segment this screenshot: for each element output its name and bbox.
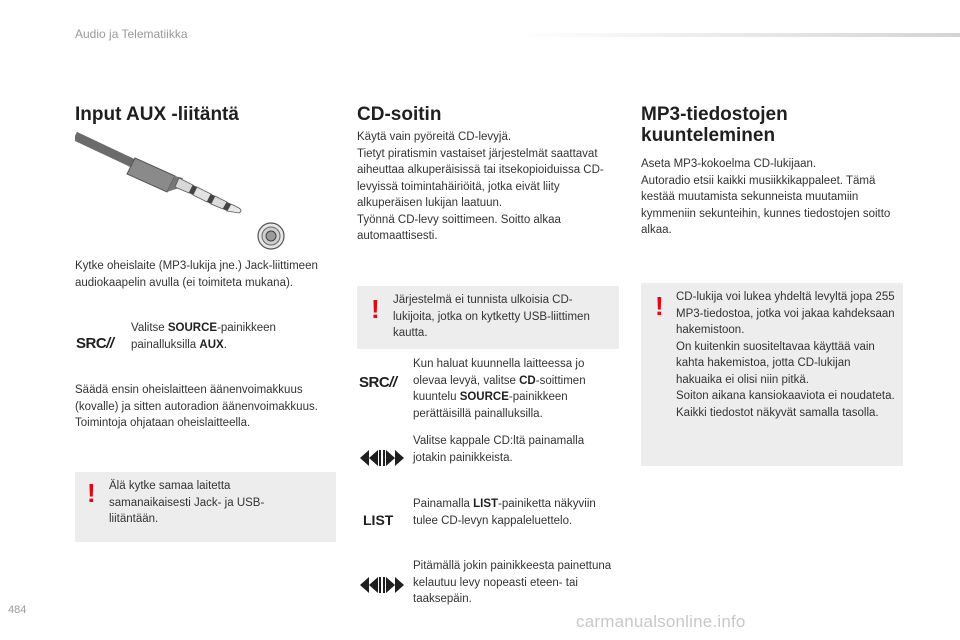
skip-track-icon [359, 449, 405, 467]
mp3-intro-text: Aseta MP3-kokoelma CD-lukijaan. Autoradio etsii kaikki musiikkikappaleet. Tämä kestää muutamista sekunneista muutamiin kymmeniin sekunteihin, kunnes tiedostojen soitto alkaa. [641, 158, 891, 236]
aux-warning-box [75, 472, 336, 542]
warning-icon: ! [655, 291, 664, 321]
cd-select-source-text: Kun haluat kuunnella laitteessa jo olevaa levyä, valitse CD-soittimen kuuntelu SOURCE-painikkeen perättäisillä painalluksilla. [413, 358, 586, 420]
cd-intro-text: Käytä vain pyöreitä CD-levyjä. Tietyt piratismin vastaiset järjestelmät saattavat aiheuttaa alkuperäisissä tai itsekopioiduissa CD-levyissä toimintahäiriöitä, jotka eivät liity alkuperäisen lukijan laatuun. Työnnä CD-levy soittimeen. Soitto alkaa automaattisesti. [357, 131, 604, 242]
header-title: Audio ja Telematiikka [75, 27, 188, 41]
aux-select-source-text: Valitse SOURCE-painikkeen painalluksilla AUX. [131, 322, 276, 351]
cd-seek-text: Pitämällä jokin painikkeesta painettuna kelautuu levy nopeasti eteen- tai taaksepäin. [413, 560, 612, 605]
fast-seek-icon [359, 576, 405, 594]
src-button-icon: SRC// [359, 374, 397, 391]
section-title-aux: Input AUX -liitäntä [75, 104, 239, 125]
aux-warning-text: Älä kytke samaa laitetta samanaikaisesti Jack- ja USB-liitäntään. [109, 480, 265, 525]
cd-list-text: Painamalla LIST-painiketta näkyviin tulee CD-levyn kappaleluettelo. [413, 498, 596, 527]
warning-icon: ! [371, 294, 380, 324]
mp3-warning-text: CD-lukija voi lukea yhdeltä levyltä jopa 255 MP3-tiedostoa, jotka voi jakaa kahdeksaan hakemistoon. On kuitenkin suositeltavaa käyttää vain kahta hakemistoa, jotta CD-lukijan hakuaika ei olisi niin pitkä. Soiton aikana kansiokaaviota ei noudateta. Kaikki tiedostot näkyvät samalla tasolla. [676, 291, 895, 419]
aux-volume-text: Säädä ensin oheislaitteen äänenvoimakkuus (kovalle) ja sitten autoradion äänenvoimakkuus. Toimintoja ohjataan oheislaitteella. [75, 384, 318, 429]
cd-select-track-text: Valitse kappale CD:ltä painamalla jotakin painikkeista. [413, 435, 585, 464]
page-number: 484 [8, 604, 27, 616]
list-button-icon: LIST [363, 512, 394, 528]
section-title-cd: CD-soitin [357, 104, 442, 125]
header-divider [515, 33, 960, 37]
cd-warning-text: Järjestelmä ei tunnista ulkoisia CD-lukijoita, jotka on kytketty USB-liittimen kautta. [393, 294, 590, 339]
cd-warning-box [357, 286, 619, 349]
section-title-mp3: MP3-tiedostojen kuunteleminen [641, 104, 788, 146]
watermark: carmanualsonline.info [576, 612, 746, 631]
src-button-icon: SRC// [76, 335, 114, 352]
warning-icon: ! [87, 478, 96, 508]
aux-connect-text: Kytke oheislaite (MP3-lukija jne.) Jack-liittimeen audiokaapelin avulla (ei toimiteta mukana). [75, 260, 318, 289]
jack-plug-illustration [75, 130, 295, 252]
mp3-warning-box [641, 283, 903, 466]
